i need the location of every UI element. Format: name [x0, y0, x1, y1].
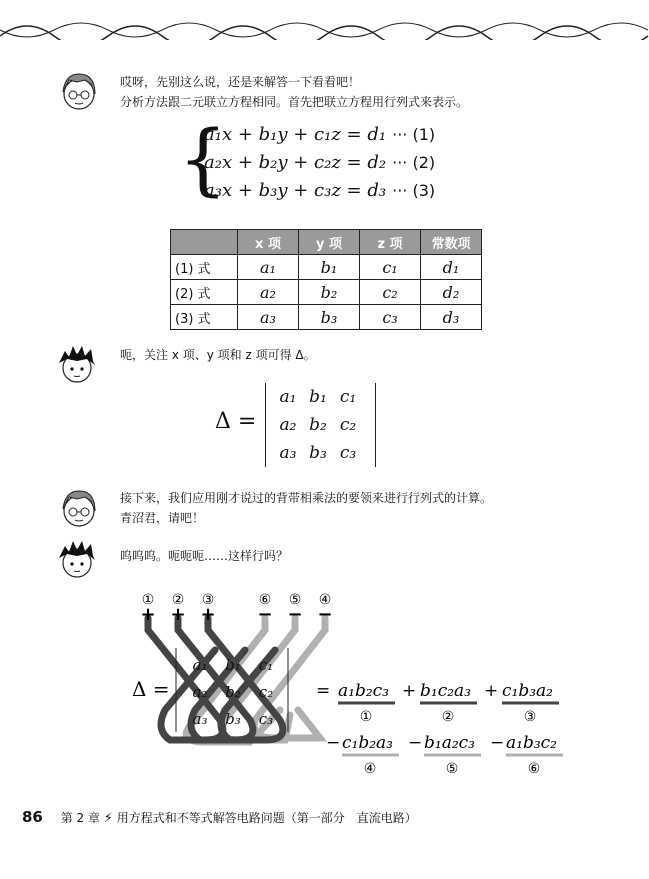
- top-number-label: ⑥: [258, 592, 272, 608]
- determinant-row: [273, 411, 363, 439]
- determinant-entry: a₃: [279, 443, 297, 463]
- sarrus-delta-label: Δ =: [132, 677, 170, 701]
- determinant-row: [273, 383, 363, 411]
- determinant-left-bar: [265, 383, 266, 467]
- determinant-entry: b₃: [309, 443, 327, 463]
- table-header: x 项: [238, 230, 299, 255]
- minus-term: b₁a₂c₃: [424, 733, 475, 753]
- boy-avatar-icon: [55, 343, 99, 387]
- term-number-label: ②: [441, 709, 455, 725]
- table-cell: c₂: [360, 280, 421, 305]
- table-cell: b₁: [299, 255, 360, 280]
- term-number-label: ⑥: [527, 761, 541, 777]
- determinant-entry: a₂: [192, 683, 208, 701]
- equation-1: [204, 124, 435, 145]
- top-number-label: ⑤: [288, 592, 302, 608]
- table-header: y 项: [299, 230, 360, 255]
- dialog-line: 哎呀，先别这么说，还是来解答一下看看吧！: [120, 75, 361, 89]
- equals-sign: =: [316, 681, 331, 701]
- determinant-entry: a₃: [192, 710, 208, 728]
- minus-sign: −: [326, 733, 341, 753]
- table-header: z 项: [360, 230, 421, 255]
- boy-avatar-icon: [55, 538, 99, 582]
- plus-term: c₁b₃a₂: [502, 681, 553, 701]
- table-cell: b₃: [299, 305, 360, 330]
- determinant-entry: a₁: [279, 387, 297, 407]
- determinant-entry: c₁: [258, 656, 274, 674]
- determinant-entry: c₂: [258, 683, 274, 701]
- girl-avatar-icon: [57, 487, 101, 531]
- determinant-entry: b₁: [309, 387, 327, 407]
- table-cell: d₂: [421, 280, 482, 305]
- top-sign: −: [287, 604, 303, 625]
- determinant-entry: b₁: [225, 656, 241, 674]
- determinant-entry: c₂: [339, 415, 357, 435]
- page-number: 86: [22, 808, 43, 826]
- lightning-icon: ⚡: [103, 811, 113, 826]
- sarrus-entries: [193, 656, 274, 728]
- table-cell: d₃: [421, 305, 482, 330]
- top-number-label: ①: [141, 592, 155, 608]
- term-number-label: ①: [359, 709, 373, 725]
- sarrus-expansion: [316, 681, 557, 753]
- equation-lhs: a₁x + b₁y + c₁z = d₁: [204, 124, 387, 145]
- equation-system: [178, 115, 478, 208]
- equation-lhs: a₃x + b₃y + c₃z = d₃: [204, 180, 387, 201]
- table-cell: a₂: [238, 280, 299, 305]
- determinant-entry: c₃: [258, 710, 274, 728]
- determinant-entries: [273, 383, 363, 467]
- minus-term: a₁b₃c₂: [506, 733, 557, 753]
- chapter-title: 用方程式和不等式解答电路问题（第一部分 直流电路）: [116, 811, 417, 825]
- row-label: (1) 式: [171, 255, 238, 280]
- top-labels: [140, 592, 332, 625]
- table-row: [171, 280, 482, 305]
- table-cell: d₁: [421, 255, 482, 280]
- top-sign: −: [257, 604, 273, 625]
- top-sign: +: [200, 604, 216, 625]
- table-cell: c₃: [360, 305, 421, 330]
- table-header: [171, 230, 238, 255]
- determinant-row: [273, 439, 363, 467]
- top-sign: +: [170, 604, 186, 625]
- determinant-entry: a₂: [279, 415, 297, 435]
- sarrus-rule-diagram: [120, 590, 600, 790]
- dialog-girl-1: [120, 72, 468, 112]
- plus-sign: +: [402, 681, 417, 701]
- determinant-entry: c₁: [339, 387, 357, 407]
- equation-lhs: a₂x + b₂y + c₂z = d₂: [204, 152, 387, 173]
- determinant-entry: b₂: [309, 415, 327, 435]
- determinant-right-bar: [375, 383, 376, 467]
- plus-term: a₁b₂c₃: [338, 681, 389, 701]
- coefficient-table: [170, 229, 482, 330]
- plus-sign: +: [484, 681, 499, 701]
- equation-3: [204, 180, 435, 201]
- table-row: [171, 255, 482, 280]
- dialog-line: 呃，关注 x 项、y 项和 z 项可得 Δ。: [120, 348, 316, 362]
- top-number-label: ②: [171, 592, 185, 608]
- minus-term: c₁b₂a₃: [342, 733, 393, 753]
- chapter-label: 第 2 章: [60, 811, 100, 825]
- equation-tag: ··· (1): [392, 125, 436, 144]
- equation-2: [204, 152, 435, 173]
- dialog-boy-1: [120, 345, 316, 365]
- table-cell: a₁: [238, 255, 299, 280]
- table-header-row: [171, 230, 482, 255]
- determinant-entry: b₃: [225, 710, 241, 728]
- delta-label: Δ =: [215, 409, 257, 434]
- equation-tag: ··· (3): [392, 181, 436, 200]
- determinant-entry: c₃: [339, 443, 357, 463]
- dialog-girl-2: [120, 488, 492, 528]
- plus-term: b₁c₂a₃: [420, 681, 471, 701]
- table-cell: b₂: [299, 280, 360, 305]
- dialog-line: 青沼君，请吧！: [120, 511, 205, 525]
- wavy-border-decoration: [0, 0, 649, 40]
- table-row: [171, 305, 482, 330]
- term-number-label: ③: [523, 709, 537, 725]
- row-label: (2) 式: [171, 280, 238, 305]
- term-number-label: ④: [363, 761, 377, 777]
- equation-tag: ··· (2): [392, 153, 436, 172]
- top-number-label: ③: [201, 592, 215, 608]
- girl-avatar-icon: [57, 70, 101, 114]
- dialog-boy-2: [120, 546, 288, 566]
- table-header: 常数项: [421, 230, 482, 255]
- top-number-label: ④: [318, 592, 332, 608]
- determinant-entry: a₁: [192, 656, 208, 674]
- determinant: [215, 383, 395, 468]
- dialog-line: 分析方法跟二元联立方程相同。首先把联立方程用行列式来表示。: [120, 95, 469, 109]
- top-sign: +: [140, 604, 156, 625]
- dialog-line: 接下来，我们应用刚才说过的背带相乘法的要领来进行行列式的计算。: [120, 491, 493, 505]
- table-cell: c₁: [360, 255, 421, 280]
- table-cell: a₃: [238, 305, 299, 330]
- brace-symbol: {: [178, 115, 228, 205]
- minus-sign: −: [408, 733, 423, 753]
- row-label: (3) 式: [171, 305, 238, 330]
- term-number-label: ⑤: [445, 761, 459, 777]
- page-footer: [22, 808, 417, 826]
- determinant-entry: b₂: [225, 683, 241, 701]
- minus-sign: −: [490, 733, 505, 753]
- top-sign: −: [317, 604, 333, 625]
- dialog-line: 呜呜呜。呃呃呃……这样行吗？: [120, 549, 289, 563]
